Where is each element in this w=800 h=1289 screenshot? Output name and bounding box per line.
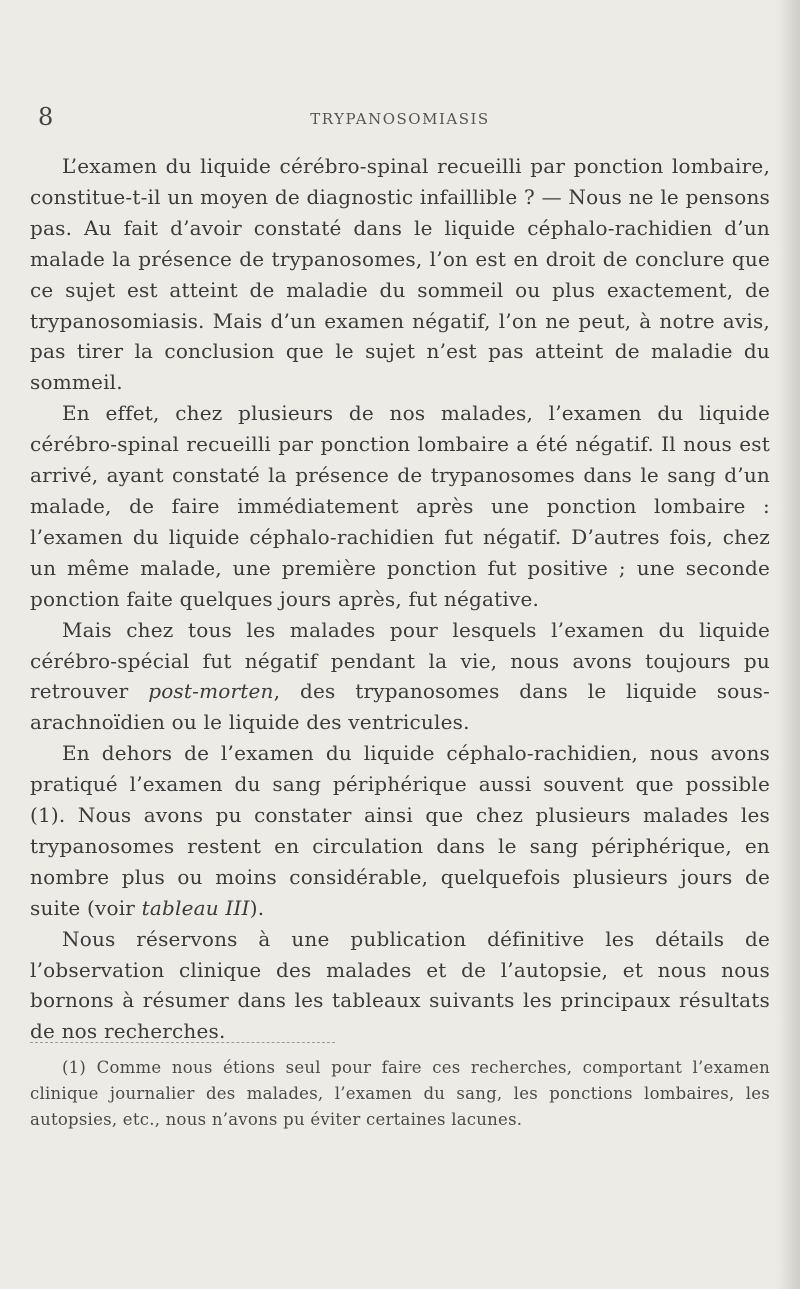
- footnote: (1) Comme nous étions seul pour faire ces recherches, comportant l’examen clinique journalier des malades, l’examen du sang, les ponctions lombaires, les autopsies, etc., nous n’avons pu éviter certaines lacunes.: [30, 1058, 770, 1129]
- paragraph-4-text-after: ).: [249, 895, 265, 920]
- paragraph-1: L’examen du liquide cérébro-spinal recueilli par ponction lombaire, constitue-t-il un moyen de diagnostic infaillible ? — Nous ne le pensons pas. Au fait d’avoir constaté dans le liquide céphalo-rachidien d’un malade la présence de trypanosomes, l’on est en droit de conclure que ce sujet est atteint de maladie du sommeil ou plus exactement, de trypanosomiasis. Mais d’un examen négatif, l’on ne peut, à notre avis, pas tirer la conclusion que le sujet n’est pas atteint de maladie du sommeil.: [30, 154, 770, 395]
- page-edge-shadow: [778, 0, 800, 1289]
- paragraph-3-text-before: Mais chez tous les malades pour lesquels l’examen du liquide cérébro-spécial fut négatif pendant la vie, nous avons toujours pu retrouver: [30, 617, 770, 704]
- page-header: [30, 103, 770, 143]
- paragraph-5: Nous réservons à une publication définitive les détails de l’observation clinique des malades et de l’autopsie, et nous nous bornons à résumer dans les tableaux suivants les principaux résultats de nos recherches.: [30, 926, 770, 1044]
- paragraph-3-text-after: , des trypanosomes dans le liquide sous-arachnoïdien ou le liquide des ventricules.: [30, 679, 771, 735]
- paragraph-4-text-before: En dehors de l’examen du liquide céphalo-rachidien, nous avons pratiqué l’examen du sang périphérique aussi souvent que possible (1). Nous avons pu constater ainsi que chez plusieurs malades les trypanosomes restent en circulation dans le sang périphérique, en nombre plus ou moins considérable, quelquefois plusieurs jours de suite (voir: [30, 741, 770, 920]
- footnote-divider: [30, 1042, 335, 1043]
- paragraph-3: [30, 615, 770, 739]
- page-number: 8: [38, 103, 54, 131]
- paragraph-2: En effet, chez plusieurs de nos malades, l’examen du liquide cérébro-spinal recueilli par ponction lombaire a été négatif. Il nous est arrivé, ayant constaté la présence de trypanosomes dans le sang d’un malade, de faire immédiatement après une ponction lombaire : l’examen du liquide céphalo-rachidien fut négatif. D’autres fois, chez un même malade, une première ponction fut positive ; une seconde ponction faite quelques jours après, fut négative.: [30, 401, 770, 611]
- running-title: TRYPANOSOMIASIS: [310, 110, 490, 128]
- paragraph-3-italic-term: post-morten: [148, 679, 274, 704]
- paragraph-4-italic-reference: tableau III: [141, 895, 250, 920]
- body-text: [30, 151, 770, 1047]
- paragraph-4: [30, 738, 770, 923]
